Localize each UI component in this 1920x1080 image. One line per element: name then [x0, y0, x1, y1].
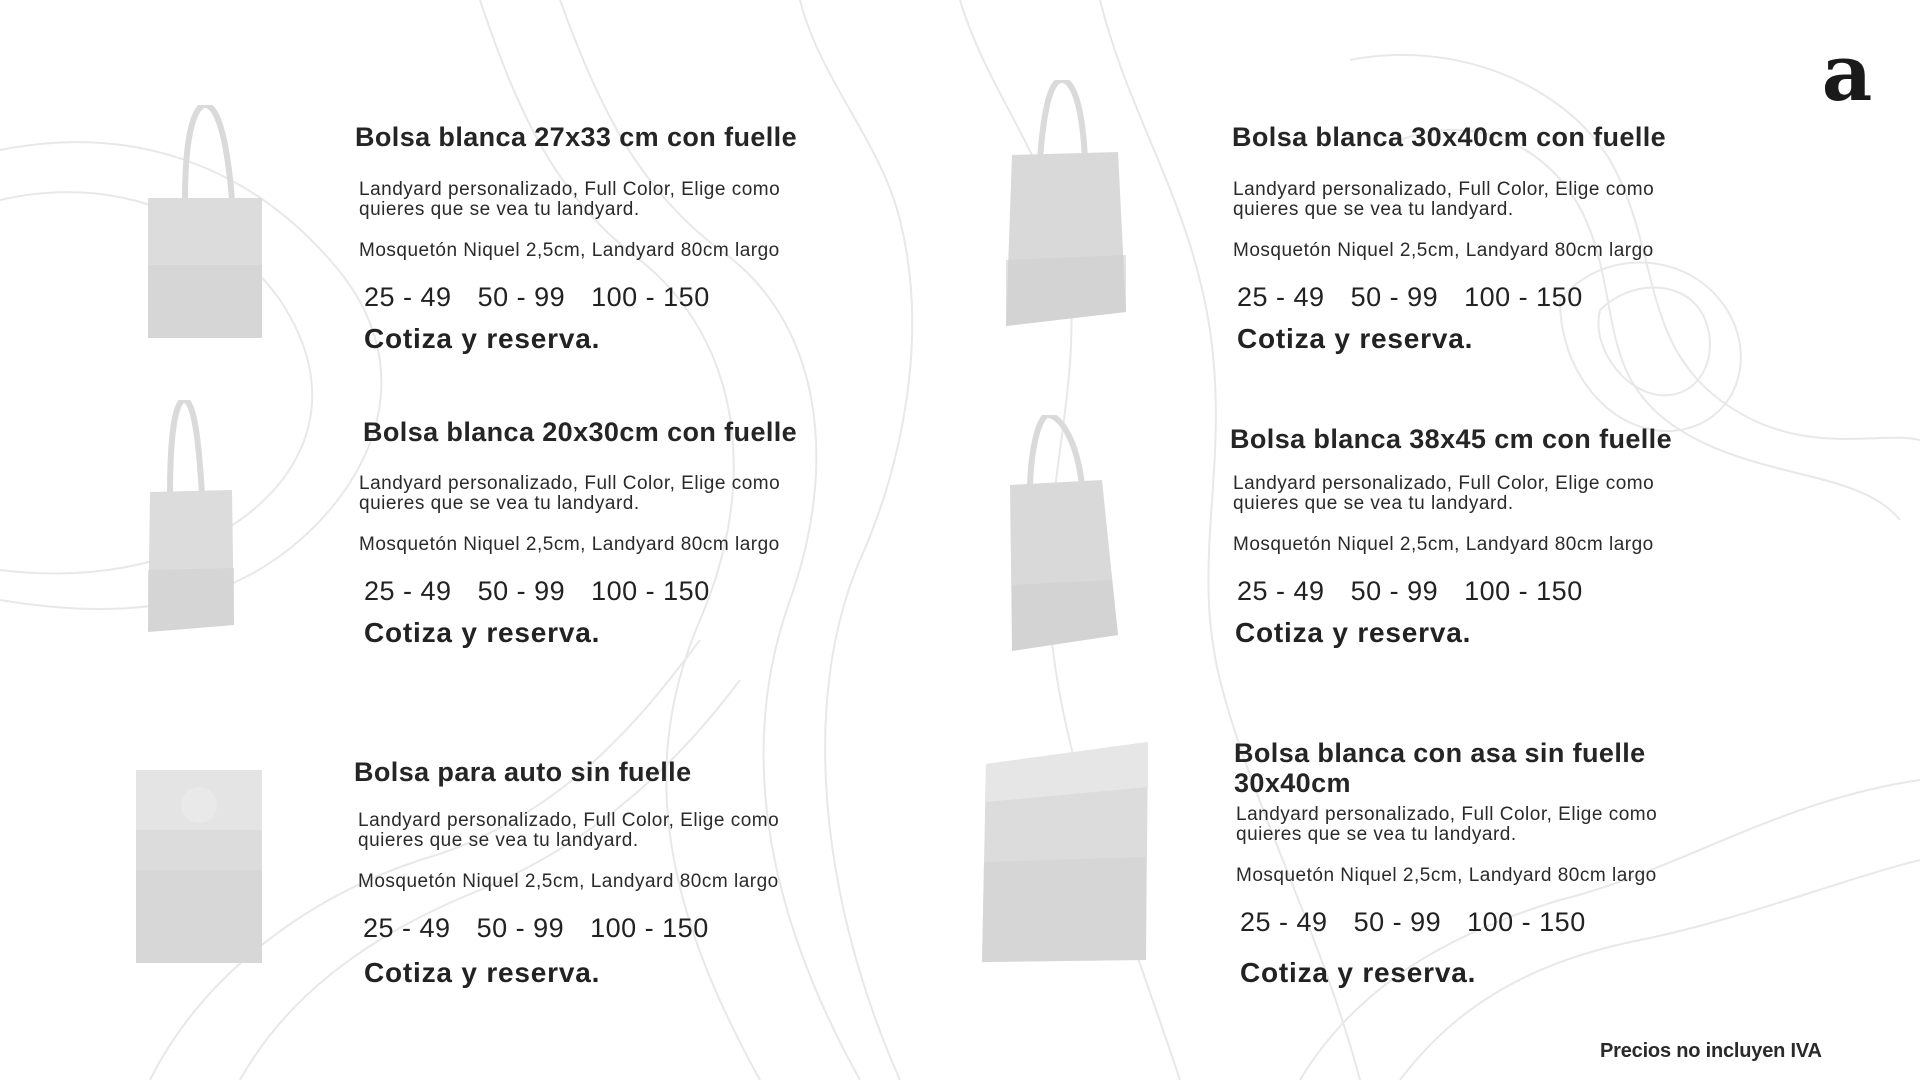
product-spec: Mosquetón Niquel 2,5cm, Landyard 80cm largo	[1233, 534, 1654, 555]
range-tier-3: 100 - 150	[1464, 282, 1583, 312]
bag-asa-30x40-image	[982, 742, 1150, 964]
quote-cta[interactable]: Cotiza y reserva.	[364, 957, 601, 988]
product-title: Bolsa para auto sin fuelle	[354, 757, 692, 787]
range-tier-2: 50 - 99	[1350, 282, 1439, 312]
range-tier-1: 25 - 49	[363, 913, 451, 943]
quantity-ranges	[1240, 907, 1612, 938]
range-tier-1: 25 - 49	[364, 282, 452, 312]
product-spec: Mosquetón Niquel 2,5cm, Landyard 80cm largo	[358, 871, 779, 892]
product-description: Landyard personalizado, Full Color, Elige como quieres que se vea tu landyard.	[1233, 179, 1655, 220]
range-tier-3: 100 - 150	[591, 282, 710, 312]
product-spec: Mosquetón Niquel 2,5cm, Landyard 80cm largo	[1233, 240, 1654, 261]
range-tier-3: 100 - 150	[591, 576, 710, 606]
product-description: Landyard personalizado, Full Color, Elige como quieres que se vea tu landyard.	[1236, 804, 1658, 845]
bag-20x30-image	[140, 400, 240, 635]
range-tier-2: 50 - 99	[1353, 907, 1442, 937]
quote-cta[interactable]: Cotiza y reserva.	[1240, 957, 1477, 988]
quantity-ranges	[1237, 282, 1609, 313]
quote-cta[interactable]: Cotiza y reserva.	[1235, 617, 1472, 648]
tax-footnote: Precios no incluyen IVA	[1600, 1040, 1822, 1062]
product-title: Bolsa blanca 30x40cm con fuelle	[1232, 122, 1667, 152]
product-title: Bolsa blanca 38x45 cm con fuelle	[1230, 424, 1672, 454]
range-tier-1: 25 - 49	[1237, 282, 1325, 312]
quantity-ranges	[364, 282, 736, 313]
range-tier-2: 50 - 99	[1350, 576, 1439, 606]
range-tier-3: 100 - 150	[1464, 576, 1583, 606]
quantity-ranges	[1237, 576, 1609, 607]
range-tier-3: 100 - 150	[1467, 907, 1586, 937]
range-tier-2: 50 - 99	[477, 282, 566, 312]
bag-30x40-image	[1000, 80, 1135, 330]
quote-cta[interactable]: Cotiza y reserva.	[364, 323, 601, 354]
range-tier-1: 25 - 49	[1237, 576, 1325, 606]
bag-27x33-image	[140, 105, 270, 340]
quote-cta[interactable]: Cotiza y reserva.	[1237, 323, 1474, 354]
product-description: Landyard personalizado, Full Color, Elige como quieres que se vea tu landyard.	[358, 810, 780, 851]
quantity-ranges	[363, 913, 735, 944]
product-spec: Mosquetón Niquel 2,5cm, Landyard 80cm largo	[359, 534, 780, 555]
range-tier-1: 25 - 49	[364, 576, 452, 606]
product-title: Bolsa blanca 20x30cm con fuelle	[363, 417, 798, 447]
product-description: Landyard personalizado, Full Color, Elige como quieres que se vea tu landyard.	[1233, 473, 1655, 514]
brand-logo	[1812, 38, 1882, 118]
product-title-line-2: 30x40cm	[1234, 768, 1351, 798]
product-description: Landyard personalizado, Full Color, Elige como quieres que se vea tu landyard.	[359, 473, 781, 514]
range-tier-3: 100 - 150	[590, 913, 709, 943]
product-spec: Mosquetón Niquel 2,5cm, Landyard 80cm largo	[1236, 865, 1657, 886]
quantity-ranges	[364, 576, 736, 607]
product-title-line-1: Bolsa blanca con asa sin fuelle	[1234, 738, 1646, 768]
range-tier-2: 50 - 99	[477, 576, 566, 606]
product-title: Bolsa blanca 27x33 cm con fuelle	[355, 122, 797, 152]
logo-letter: a	[1821, 38, 1873, 118]
range-tier-2: 50 - 99	[476, 913, 565, 943]
quote-cta[interactable]: Cotiza y reserva.	[364, 617, 601, 648]
product-description: Landyard personalizado, Full Color, Elige como quieres que se vea tu landyard.	[359, 179, 781, 220]
product-title	[1234, 738, 1646, 798]
range-tier-1: 25 - 49	[1240, 907, 1328, 937]
bag-auto-image	[136, 770, 262, 963]
product-spec: Mosquetón Niquel 2,5cm, Landyard 80cm largo	[359, 240, 780, 261]
bag-38x45-image	[1000, 415, 1125, 655]
